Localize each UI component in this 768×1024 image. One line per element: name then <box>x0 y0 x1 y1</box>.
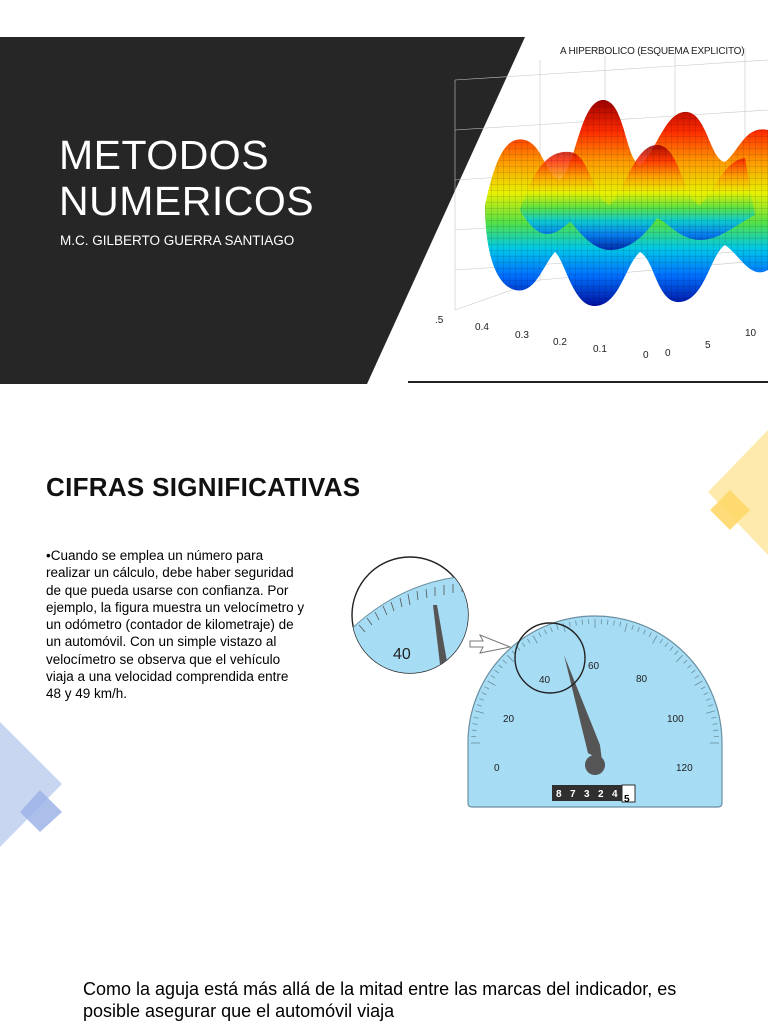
scale-label-80: 80 <box>636 674 648 685</box>
svg-text:0.2: 0.2 <box>553 337 567 348</box>
surface-plot-image <box>425 40 768 360</box>
svg-text:7: 7 <box>570 789 576 800</box>
plot-caption: A HIPERBOLICO (ESQUEMA EXPLICITO) <box>560 46 745 57</box>
presentation-title: METODOS NUMERICOS <box>59 132 315 224</box>
svg-text:8: 8 <box>556 789 562 800</box>
svg-text:5: 5 <box>705 340 711 351</box>
author-name: M.C. GILBERTO GUERRA SANTIAGO <box>60 233 295 248</box>
svg-text:2: 2 <box>598 789 604 800</box>
svg-text:0: 0 <box>643 350 649 360</box>
gauge-tick <box>582 620 583 625</box>
speedometer-figure <box>345 555 725 815</box>
svg-text:0.1: 0.1 <box>593 344 607 355</box>
scale-label-60: 60 <box>588 661 600 672</box>
section-heading: CIFRAS SIGNIFICATIVAS <box>46 472 361 502</box>
decorative-diamonds-blue <box>0 722 70 852</box>
gauge-tick <box>713 730 718 731</box>
conclusion-text: Como la aguja está más allá de la mitad entre las marcas del indicador, es posible asegurar que el automóvil viaja <box>83 979 677 1021</box>
svg-text:.5: .5 <box>435 315 444 326</box>
svg-text:5: 5 <box>624 794 630 805</box>
svg-text:4: 4 <box>612 789 618 800</box>
gauge-tick <box>472 730 477 731</box>
scale-label-100: 100 <box>667 714 684 725</box>
scale-label-120: 120 <box>676 763 693 774</box>
header-divider <box>408 381 768 383</box>
svg-text:0: 0 <box>665 348 671 359</box>
svg-text:3: 3 <box>584 789 590 800</box>
scale-label-40: 40 <box>539 675 551 686</box>
scale-label-0: 0 <box>494 763 500 774</box>
scale-label-20: 20 <box>503 714 515 725</box>
svg-text:0.3: 0.3 <box>515 330 529 341</box>
body-paragraph: •Cuando se emplea un número para realizar un cálculo, debe haber seguridad de que pueda usarse con confianza. Por ejemplo, la figura muestra un velocímetro y un odómetro (contador de kilometraje) de un automóvil. Con un simple vistazo al velocímetro se observa que el vehículo viaja a una velocidad comprendida entre 48 y 49 km/h. <box>46 548 305 702</box>
svg-text:0.4: 0.4 <box>475 322 489 333</box>
decorative-diamonds-yellow <box>700 430 768 560</box>
gauge-tick <box>607 620 608 625</box>
zoom-label: 40 <box>393 646 411 663</box>
svg-text:10: 10 <box>745 328 757 339</box>
